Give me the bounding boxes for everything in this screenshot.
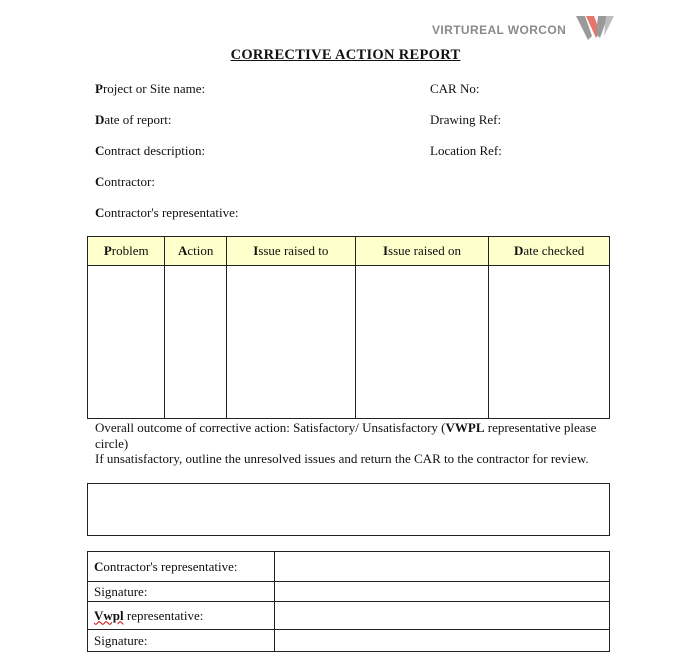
date-checked-cell[interactable]: [489, 266, 610, 419]
vwpl-bold: VWPL: [445, 420, 485, 435]
contractor-label: Contractor:: [95, 174, 155, 189]
outcome-line1: Overall outcome of corrective action: Satisfactory/ Unsatisfactory (: [95, 420, 446, 435]
contractor-rep-label: Contractor's representative:: [88, 552, 275, 582]
company-logo: [432, 16, 614, 42]
signature-field-1[interactable]: [275, 582, 610, 602]
signature-label-1: Signature:: [88, 582, 275, 602]
page-title: CORRECTIVE ACTION REPORT: [230, 47, 461, 63]
issue-raised-to-cell[interactable]: [226, 266, 355, 419]
signature-label-2: Signature:: [88, 630, 275, 652]
location-ref-label: Location Ref:: [430, 143, 502, 158]
car-no-label: CAR No:: [430, 81, 480, 96]
drawing-ref-label: Drawing Ref:: [430, 112, 502, 127]
header-problem: Problem: [88, 237, 165, 266]
signature-table: [87, 551, 610, 652]
problem-cell[interactable]: [88, 266, 165, 419]
contract-description-label: Contract description:: [95, 143, 206, 158]
vwpl-word: Vwpl: [94, 607, 124, 623]
date-of-report-label: Date of report:: [95, 112, 172, 127]
unresolved-issues-box[interactable]: [87, 483, 610, 536]
issue-raised-on-cell[interactable]: [355, 266, 489, 419]
outcome-text: [95, 420, 605, 467]
contractor-rep-field[interactable]: [275, 552, 610, 582]
vwpl-rep-label: representative:: [123, 607, 204, 623]
header-issue-raised-on: Issue raised on: [355, 237, 489, 266]
contractor-representative-label: Contractor's representative:: [95, 205, 239, 220]
corrective-action-table: [87, 236, 610, 419]
header-date-checked: Date checked: [489, 237, 610, 266]
signature-field-2[interactable]: [275, 630, 610, 652]
project-site-name-label: Project or Site name:: [95, 81, 206, 96]
header-issue-raised-to: Issue raised to: [226, 237, 355, 266]
logo-mark-icon: [576, 16, 614, 40]
outcome-line2: If unsatisfactory, outline the unresolved issues and return the CAR to the contractor for review.: [95, 451, 589, 466]
vwpl-rep-field[interactable]: [275, 602, 610, 630]
header-action: Action: [165, 237, 227, 266]
action-cell[interactable]: [165, 266, 227, 419]
outcome-line1-end: representative please circle): [95, 420, 597, 451]
logo-text: VIRTUREAL WORCON: [432, 23, 567, 37]
